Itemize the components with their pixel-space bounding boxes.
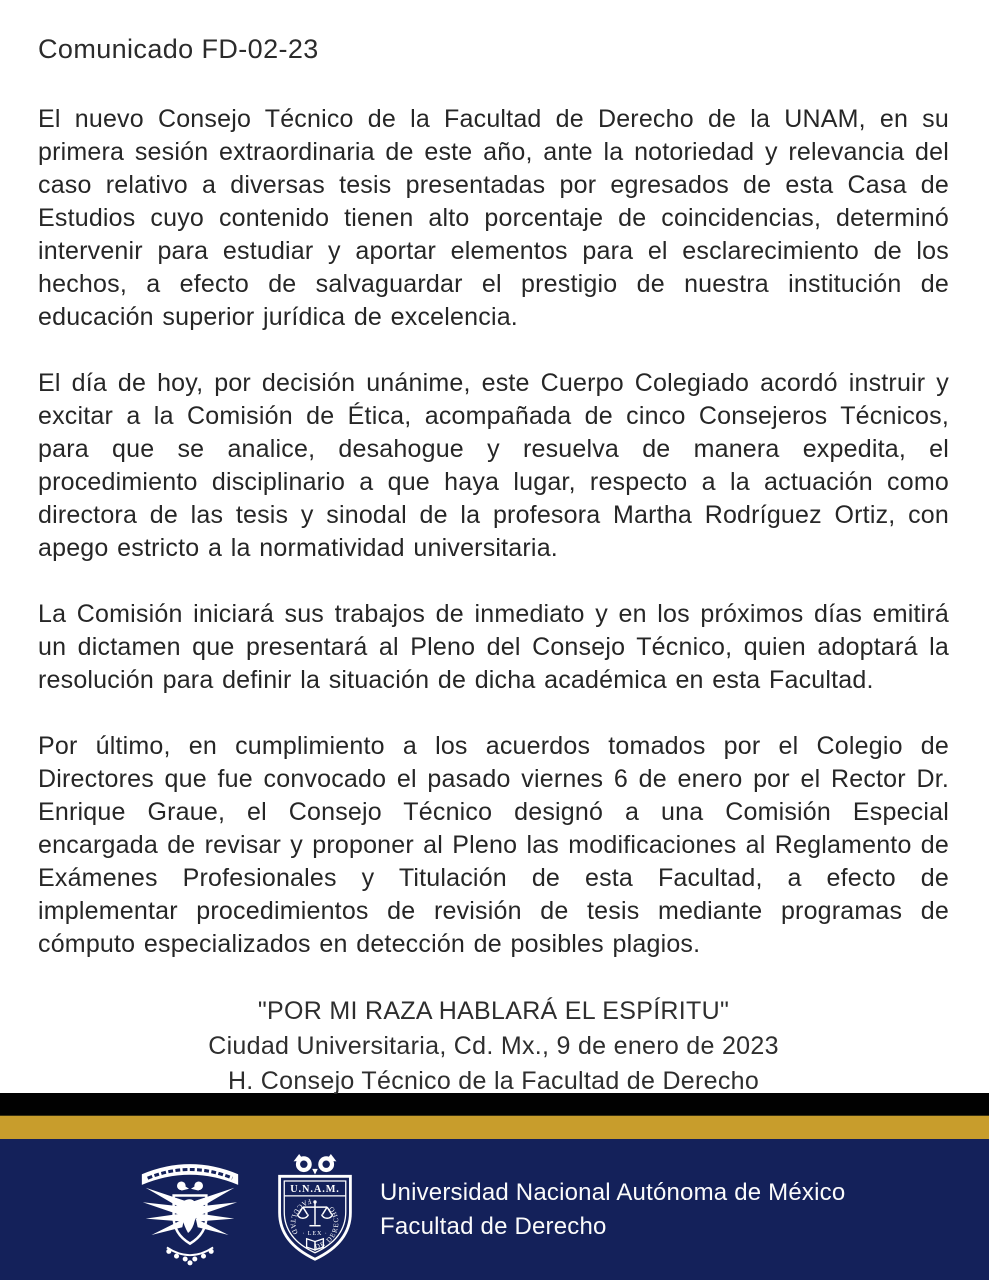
paragraph-4: Por último, en cumplimiento a los acuerdos tomados por el Colegio de Directores que fue convocado el pasado viernes 6 de enero por el Rector Dr. Enrique Graue, el Consejo Técnico designó a una Comisión Especial encargada de revisar y proponer al Pleno las modificaciones al Reglamento de Exámenes Profesionales y Titulación de esta Facultad, a efecto de implementar procedimientos de revisión de tesis mediante programas de cómputo especializados en detección de posibles plagios.	[38, 732, 949, 958]
unam-coat-of-arms-icon	[138, 1149, 242, 1272]
facultad-derecho-shield-icon	[274, 1153, 356, 1268]
shield-lex-text: · LEX ·	[302, 1230, 328, 1237]
signature-line: H. Consejo Técnico de la Facultad de Derecho	[227, 1067, 760, 1095]
closing-block	[38, 994, 949, 1099]
paragraph-3: La Comisión iniciará sus trabajos de inmediato y en los próximos días emitirá un dictamen que presentará al Pleno del Consejo Técnico, quien adoptará la resolución para definir la situación de dicha académica en esta Facultad.	[38, 600, 949, 694]
paragraph-1: El nuevo Consejo Técnico de la Facultad de Derecho de la UNAM, en su primera sesión extraordinaria de este año, ante la notoriedad y relevancia del caso relativo a diversas tesis presentadas por egresados de esta Casa de Estudios cuyo contenido tienen alto porcentaje de coincidencias, determinó intervenir para estudiar y aportar elementos para el esclarecimiento de los hechos, a efecto de salvaguardar el prestigio de nuestra institución de educación superior jurídica de excelencia.	[38, 105, 949, 331]
footer	[0, 1139, 989, 1280]
footer-institution: Universidad Nacional Autónoma de México	[380, 1179, 846, 1206]
footer-gold-band	[0, 1115, 989, 1139]
shield-unam-text: U.N.A.M.	[290, 1183, 340, 1195]
paragraph-2: El día de hoy, por decisión unánime, este Cuerpo Colegiado acordó instruir y excitar a la Comisión de Ética, acompañada de cinco Consejeros Técnicos, para que se analice, desahogue y resuelva de manera expedita, el procedimiento disciplinario a que haya lugar, respecto a la actuación como directora de las tesis y sinodal de la profesora Martha Rodríguez Ortiz, con apego estricto a la normatividad universitaria.	[38, 369, 949, 562]
footer-faculty: Facultad de Derecho	[380, 1213, 607, 1240]
shield-ring-left-text: FACULTAD	[288, 1196, 313, 1237]
shield-ring-right-text: DE DERECHO	[314, 1203, 341, 1251]
motto-line: "POR MI RAZA HABLARÁ EL ESPÍRITU"	[257, 997, 730, 1025]
document-reference: Comunicado FD-02-23	[38, 34, 319, 64]
dateline: Ciudad Universitaria, Cd. Mx., 9 de enero de 2023	[208, 1032, 779, 1060]
footer-text-block	[380, 1176, 845, 1244]
